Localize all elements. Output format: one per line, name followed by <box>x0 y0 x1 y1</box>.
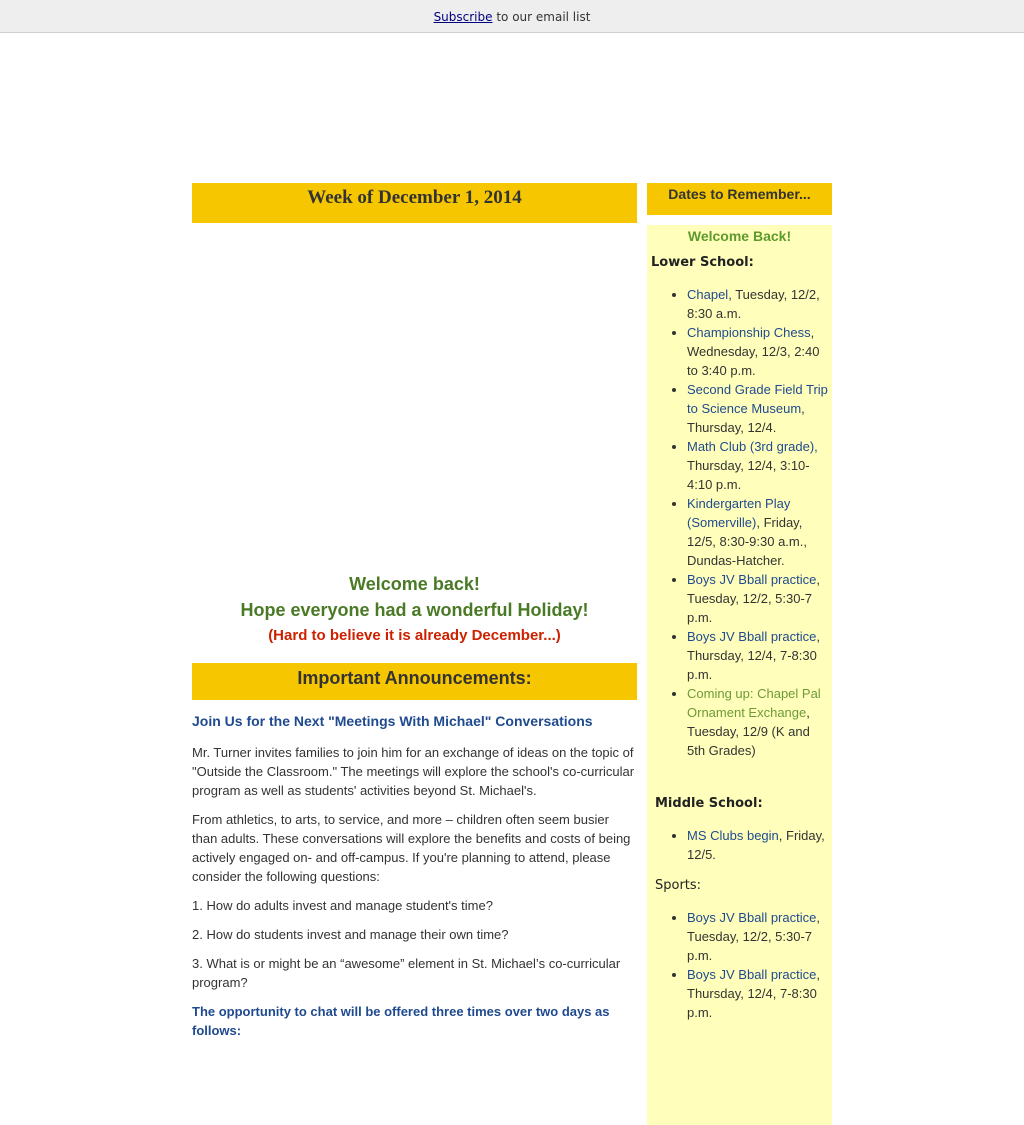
lower-school-title: Lower School: <box>651 255 754 270</box>
event-detail: , Thursday, 12/4, 7-8:30 p.m. <box>687 629 820 682</box>
event-detail: , Thursday, 12/4. <box>687 401 805 435</box>
main-column <box>192 183 637 1040</box>
list-item <box>687 684 828 760</box>
list-item <box>687 570 828 627</box>
welcome-message <box>192 571 637 649</box>
welcome-line-3: (Hard to believe it is already December...) <box>268 627 561 644</box>
subscribe-link[interactable]: Subscribe <box>433 10 493 24</box>
list-item <box>687 380 828 437</box>
event-link[interactable]: Boys JV Bball practice <box>687 572 817 587</box>
list-item <box>687 826 828 864</box>
event-detail: , Friday, 12/5. <box>687 828 825 862</box>
event-detail: Thursday, 12/4, 3:10-4:10 p.m. <box>687 458 810 492</box>
event-detail: , Tuesday, 12/2, 5:30-7 p.m. <box>687 572 820 625</box>
list-item <box>687 437 828 494</box>
dates-panel <box>647 225 832 1125</box>
event-link[interactable]: MS Clubs begin <box>687 828 779 843</box>
article-paragraph-1: Mr. Turner invites families to join him for an exchange of ideas on the topic of "Outside the Classroom." The meetings will explore the school's co-curricular program as well as students' activities beyond St. Michael's. <box>192 745 635 798</box>
subscribe-bar <box>0 0 1024 33</box>
sports-title: Sports: <box>655 878 702 893</box>
dates-sidebar <box>647 183 832 1125</box>
event-link[interactable]: Math Club (3rd grade), <box>687 439 818 454</box>
subscribe-text: to our email list <box>492 10 591 24</box>
event-detail: , Friday, 12/5, 8:30-9:30 a.m., Dundas-Hatcher. <box>687 515 807 568</box>
event-link[interactable]: Boys JV Bball practice <box>687 910 817 925</box>
list-item <box>687 323 828 380</box>
article-question-3: 3. What is or might be an “awesome” element in St. Michael’s co-curricular program? <box>192 956 621 990</box>
list-item <box>687 908 828 965</box>
event-detail: , Tuesday, 12/9 (K and 5th Grades) <box>687 705 810 758</box>
event-link[interactable]: Coming up: Chapel Pal Ornament Exchange <box>687 686 821 720</box>
lower-school-list <box>651 285 828 760</box>
week-title: Week of December 1, 2014 <box>192 183 637 223</box>
list-item <box>687 627 828 684</box>
list-item <box>687 494 828 570</box>
event-link[interactable]: Boys JV Bball practice <box>687 967 817 982</box>
list-item <box>687 285 828 323</box>
article-question-1: 1. How do adults invest and manage student's time? <box>192 898 493 913</box>
list-item <box>687 965 828 1022</box>
event-link[interactable]: Championship Chess <box>687 325 811 340</box>
sidebar-welcome: Welcome Back! <box>687 228 792 244</box>
article-question-2: 2. How do students invest and manage their own time? <box>192 927 509 942</box>
event-link[interactable]: Second Grade Field Trip to Science Museum <box>687 382 828 416</box>
middle-school-title: Middle School: <box>655 796 763 811</box>
article-paragraph-2: From athletics, to arts, to service, and more – children often seem busier than adults. These conversations will explore the benefits and costs of being actively engaged on- and off-campus. If you're planning to attend, please consider the following questions: <box>192 812 631 884</box>
dates-header: Dates to Remember... <box>647 183 832 215</box>
event-link[interactable]: Chapel <box>687 287 729 302</box>
event-detail: , Wednesday, 12/3, 2:40 to 3:40 p.m. <box>687 325 820 378</box>
announcements-title: Important Announcements: <box>192 663 637 700</box>
sports-list <box>651 908 828 1022</box>
middle-school-list <box>651 826 828 864</box>
article-chat-note: The opportunity to chat will be offered three times over two days as follows: <box>192 1004 610 1038</box>
welcome-line-1: Welcome back! <box>349 574 480 594</box>
event-detail: , Tuesday, 12/2, 5:30-7 p.m. <box>687 910 820 963</box>
article-title: Join Us for the Next "Meetings With Michael" Conversations <box>192 713 593 729</box>
event-detail: , Thursday, 12/4, 7-8:30 p.m. <box>687 967 820 1020</box>
hero-image-area <box>192 223 637 571</box>
welcome-line-2: Hope everyone had a wonderful Holiday! <box>240 600 589 620</box>
event-detail: , Tuesday, 12/2, 8:30 a.m. <box>687 287 820 321</box>
event-link[interactable]: Boys JV Bball practice <box>687 629 817 644</box>
event-link[interactable]: Kindergarten Play (Somerville) <box>687 496 791 530</box>
